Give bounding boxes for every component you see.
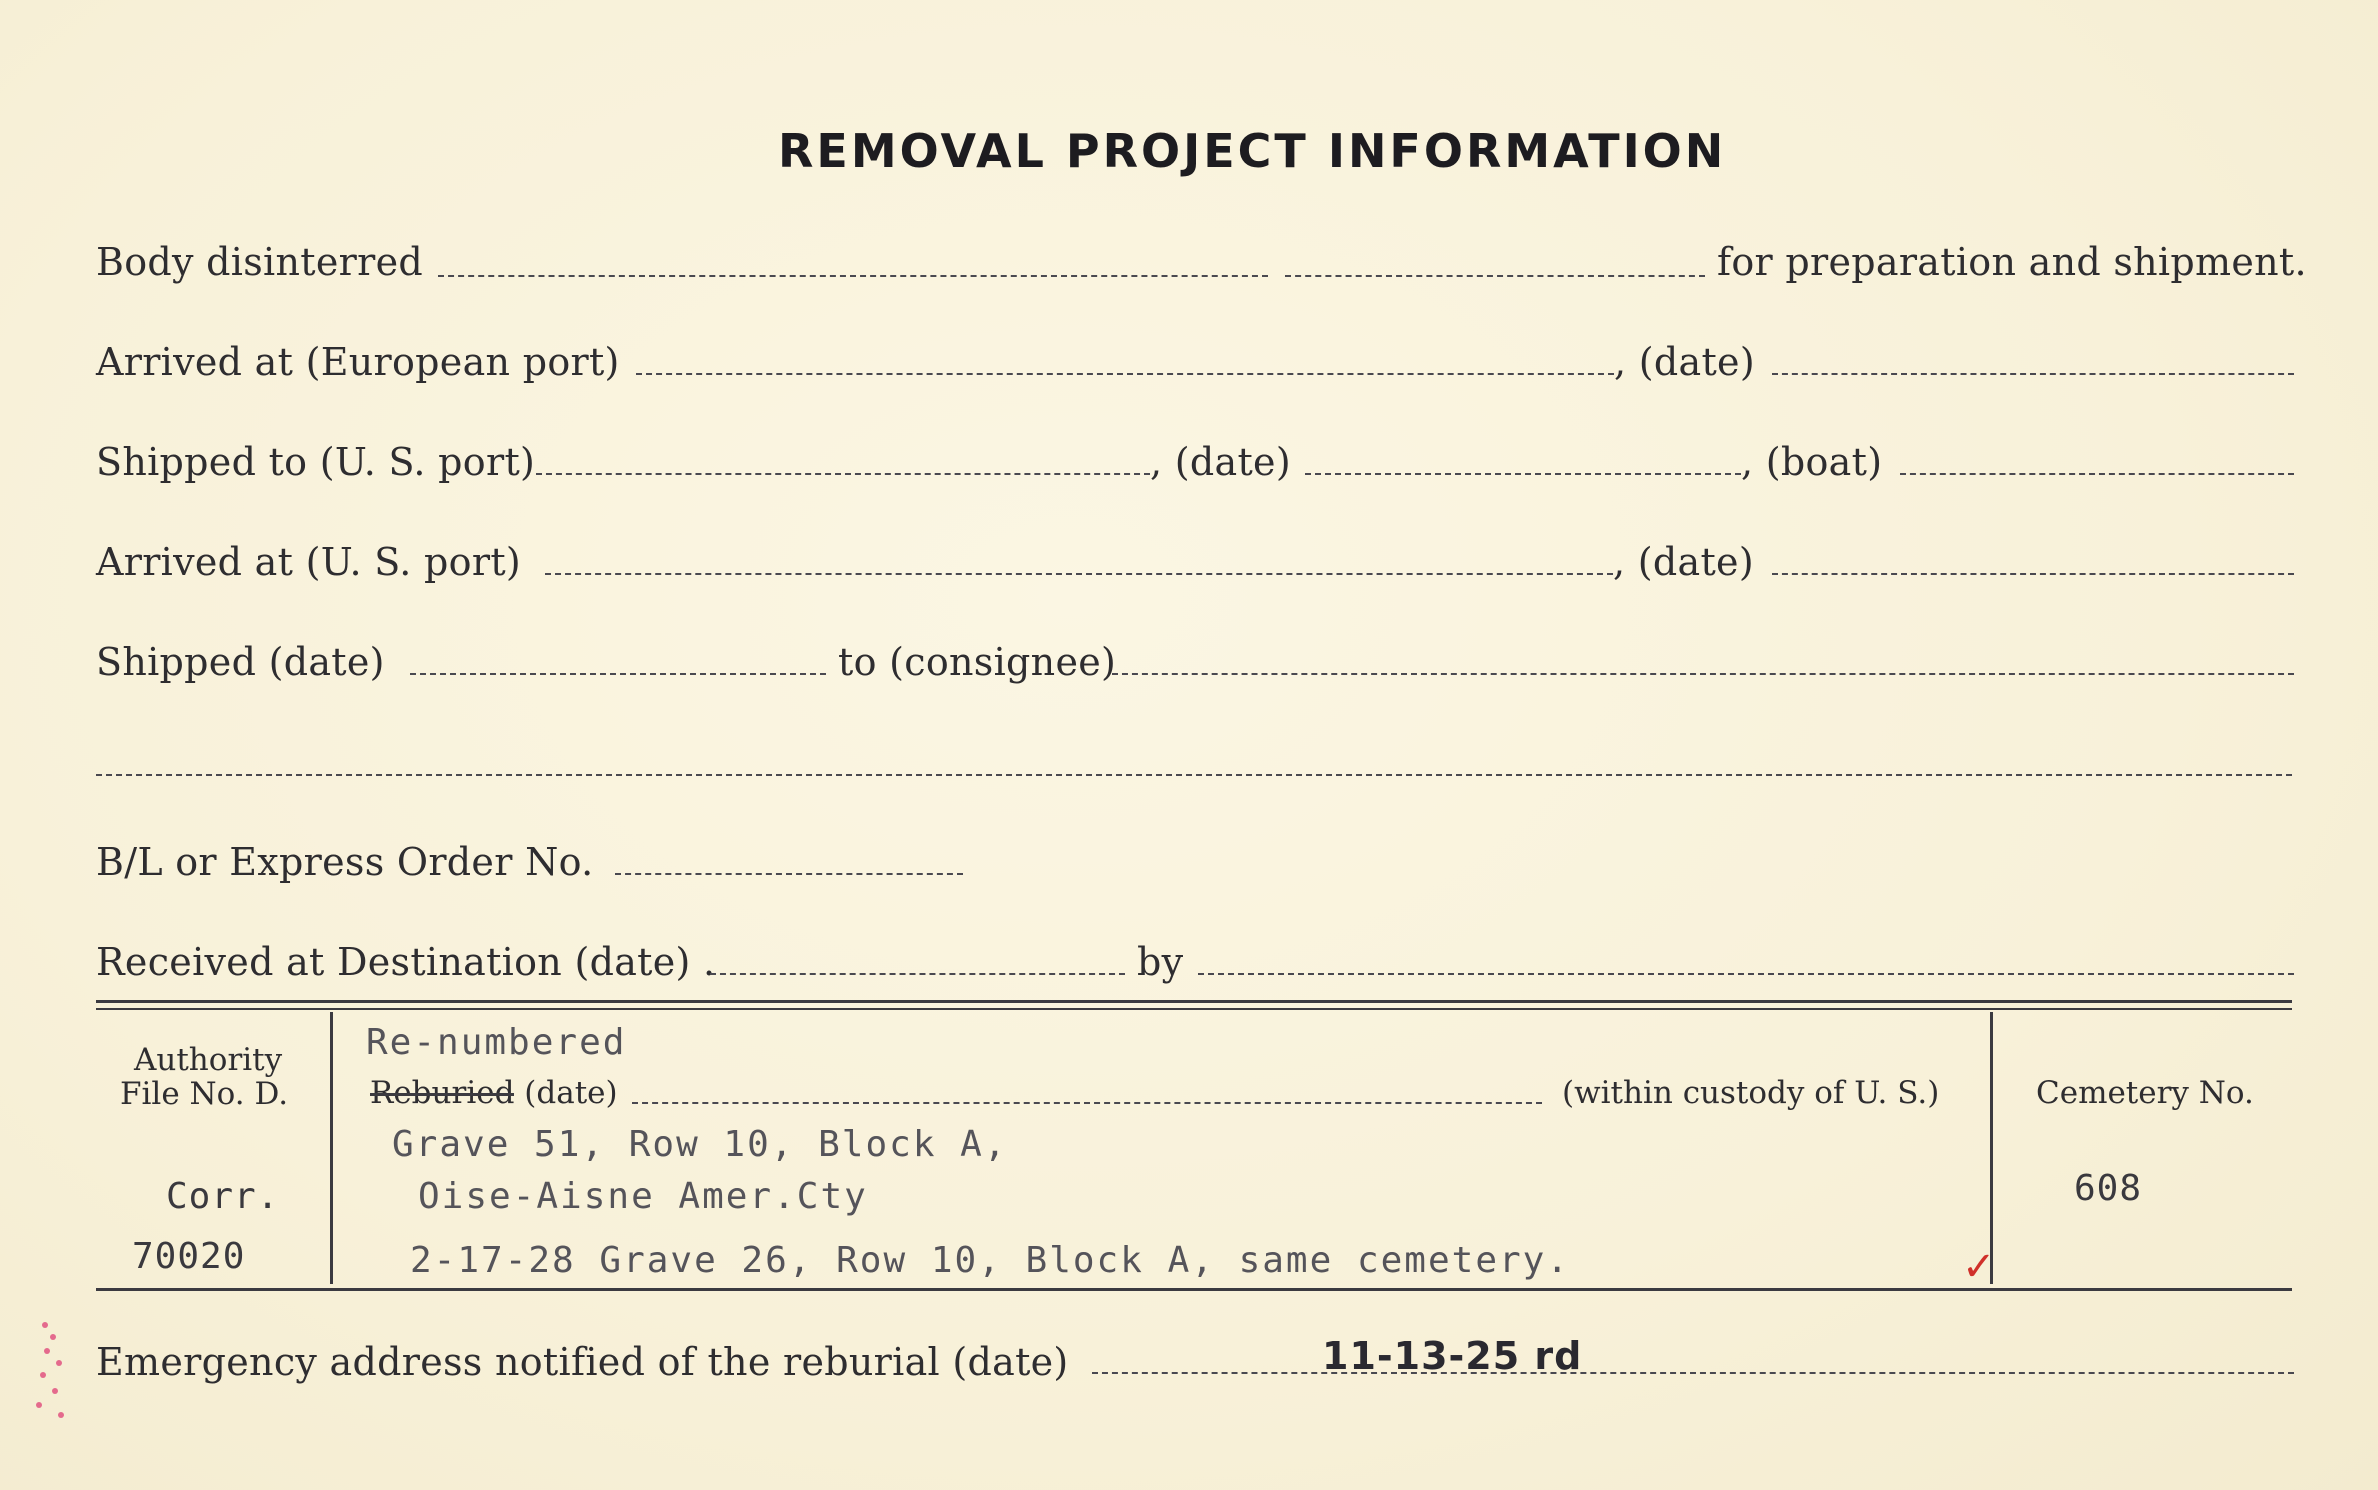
emergency-date-field[interactable] xyxy=(1092,1372,2294,1374)
bl-express-label: B/L or Express Order No. xyxy=(96,840,594,884)
box-top-rule xyxy=(96,1000,2292,1003)
boat-field[interactable] xyxy=(1900,473,2294,475)
arrived-european-port-label: Arrived at (European port) xyxy=(96,340,620,384)
reburied-label xyxy=(370,1075,618,1111)
box-left-divider xyxy=(330,1012,333,1284)
pink-stamp-dot xyxy=(40,1372,46,1378)
shipped-date-field[interactable] xyxy=(1305,473,1741,475)
emergency-date-value: 11-13-25 rd xyxy=(1322,1334,1583,1378)
arrived-us-date-label: , (date) xyxy=(1613,540,1754,584)
to-consignee-label: to (consignee) xyxy=(838,640,1117,684)
reburied-date-field[interactable] xyxy=(632,1102,1542,1104)
box-top-rule-2 xyxy=(96,1008,2292,1010)
grave-line-1: Grave 51, Row 10, Block A, xyxy=(392,1124,1008,1165)
shipped-us-port-label: Shipped to (U. S. port) xyxy=(96,440,536,484)
emergency-label: Emergency address notified of the reburial (date) xyxy=(96,1340,1069,1384)
pink-stamp-dot xyxy=(58,1412,64,1418)
shipped-date-row-field[interactable] xyxy=(410,673,826,675)
pink-stamp-dot xyxy=(50,1334,56,1340)
consignee-field[interactable] xyxy=(1112,673,2294,675)
reburied-date-label: (date) xyxy=(524,1075,618,1111)
within-custody-label: (within custody of U. S.) xyxy=(1562,1075,1940,1111)
reburied-struck-text: Reburied xyxy=(370,1075,515,1111)
file-number: 70020 xyxy=(132,1236,246,1277)
shipped-date-row-label: Shipped (date) xyxy=(96,640,385,684)
body-disinterred-field[interactable] xyxy=(438,275,1268,277)
received-destination-field[interactable] xyxy=(710,973,1125,975)
grave-line-2: Oise-Aisne Amer.Cty xyxy=(418,1176,868,1217)
boat-label: , (boat) xyxy=(1741,440,1883,484)
european-port-date-label: , (date) xyxy=(1614,340,1755,384)
pink-stamp-dot xyxy=(42,1322,48,1328)
received-destination-label: Received at Destination (date) . xyxy=(96,940,716,984)
arrived-us-date-field[interactable] xyxy=(1772,573,2294,575)
received-by-field[interactable] xyxy=(1198,973,2294,975)
for-preparation-label: for preparation and shipment. xyxy=(1717,240,2307,284)
european-port-date-field[interactable] xyxy=(1772,373,2294,375)
file-no-label: File No. D. xyxy=(120,1076,289,1112)
red-check-mark: ✓ xyxy=(1962,1244,1996,1290)
authority-label: Authority xyxy=(134,1042,283,1078)
box-bottom-rule xyxy=(96,1288,2292,1291)
shipped-date-label: , (date) xyxy=(1150,440,1291,484)
arrived-us-port-label: Arrived at (U. S. port) xyxy=(96,540,522,584)
pink-stamp-dot xyxy=(52,1388,58,1394)
european-port-field[interactable] xyxy=(636,373,1614,375)
renumbered-text: Re-numbered xyxy=(366,1022,627,1063)
cemetery-no-value: 608 xyxy=(2074,1168,2143,1209)
body-disinterred-field-2[interactable] xyxy=(1285,275,1705,277)
card-title: REMOVAL PROJECT INFORMATION xyxy=(778,124,1727,178)
cemetery-no-label: Cemetery No. xyxy=(2036,1075,2254,1111)
pink-stamp-dot xyxy=(36,1402,42,1408)
corr-label: Corr. xyxy=(166,1176,280,1217)
shipped-us-port-field[interactable] xyxy=(536,473,1150,475)
pink-stamp-dot xyxy=(44,1348,50,1354)
arrived-us-port-field[interactable] xyxy=(545,573,1613,575)
body-disinterred-label: Body disinterred xyxy=(96,240,423,284)
grave-line-3: 2-17-28 Grave 26, Row 10, Block A, same cemetery. xyxy=(410,1240,1571,1281)
by-label: by xyxy=(1137,940,1184,984)
bl-express-field[interactable] xyxy=(615,873,963,875)
consignee-continuation-field[interactable] xyxy=(96,774,2292,776)
pink-stamp-dot xyxy=(56,1360,62,1366)
